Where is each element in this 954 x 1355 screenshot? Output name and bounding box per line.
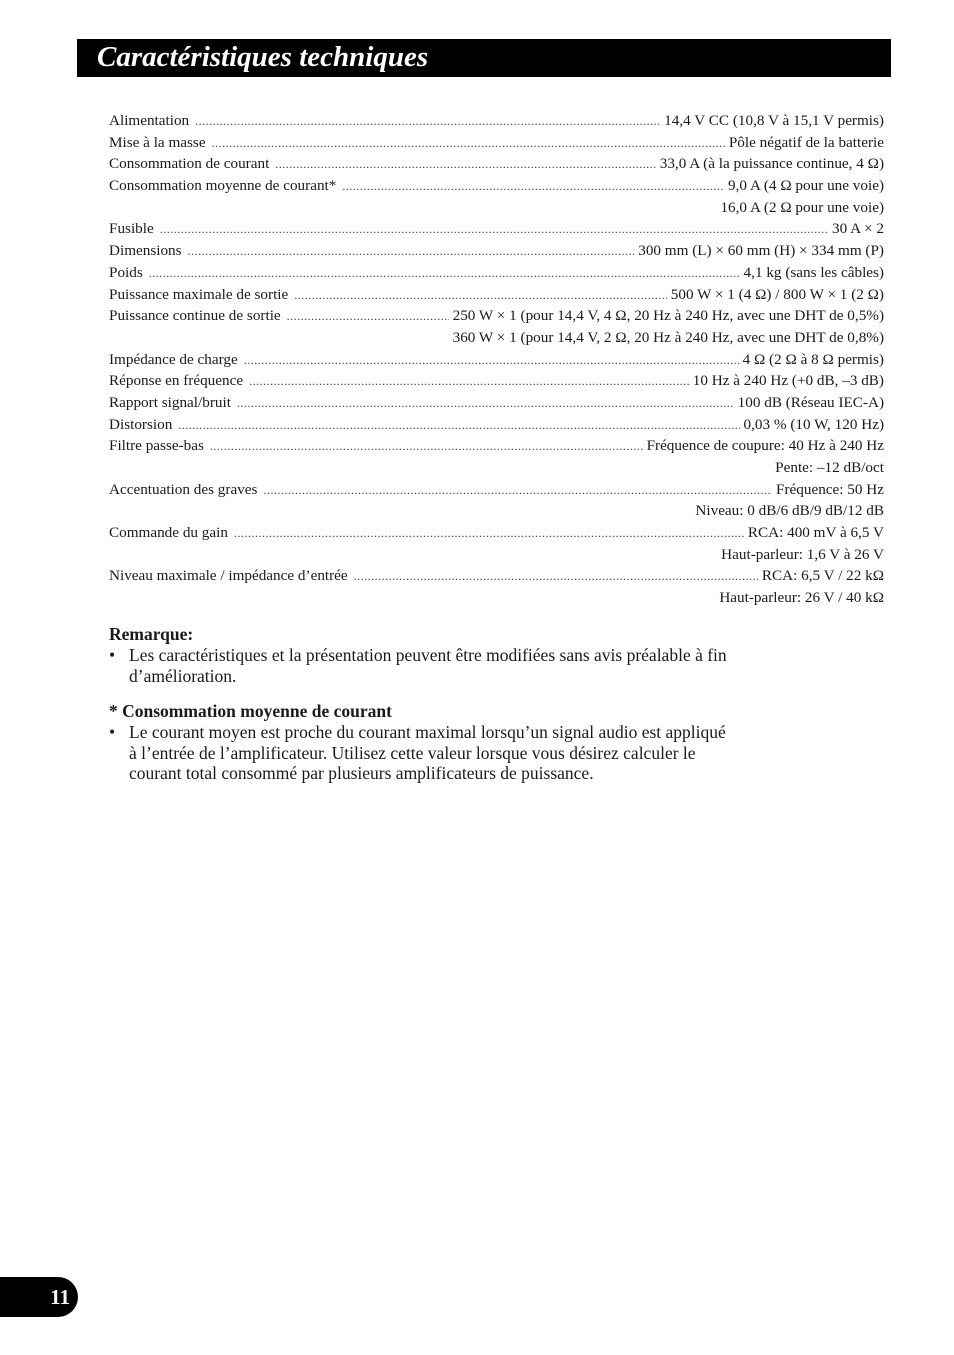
spec-label: Accentuation des graves [109,480,258,498]
bullet-marker: • [109,645,116,665]
spec-row [109,351,884,373]
dot-leader [234,526,744,541]
spec-row [109,286,884,308]
footnote-item [109,722,729,784]
spec-label: Consommation de courant [109,155,270,173]
page-number: 11 [50,1285,70,1309]
spec-row [109,220,884,242]
dot-leader [275,157,655,172]
spec-value: Fréquence de coupure: 40 Hz à 240 Hz [646,437,884,455]
spec-value: 14,4 V CC (10,8 V à 15,1 V permis) [664,112,884,129]
spec-row [109,242,884,264]
spec-row [109,437,884,459]
spec-label: Alimentation [109,112,190,129]
spec-row [109,155,884,177]
spec-label: Puissance continue de sortie [109,307,281,325]
spec-label: Filtre passe-bas [109,437,204,455]
dot-leader [210,439,643,454]
spec-value: 100 dB (Réseau IEC-A) [737,393,884,411]
spec-label: Rapport signal/bruit [109,393,231,411]
spec-row [109,112,884,134]
spec-row [109,502,884,524]
footnote-text: Le courant moyen est proche du courant maximal lorsqu’un signal audio est appliqué à l’entrée de l’amplificateur. Utilisez cette valeur lorsque vous désirez calculer le courant total consommé par plusieurs amplificateurs de puissance. [129,722,726,783]
spec-label: Mise à la masse [109,133,206,151]
spec-row [109,481,884,503]
spec-value: Haut-parleur: 1,6 V à 26 V [721,545,884,563]
spec-row [109,524,884,546]
spec-value: 300 mm (L) × 60 mm (H) × 334 mm (P) [638,242,884,260]
dot-leader [212,136,725,151]
spec-label: Dimensions [109,242,182,260]
dot-leader [160,222,828,237]
dot-leader [149,266,740,281]
dot-leader [195,114,660,129]
bullet-marker: • [109,722,116,742]
spec-value: 9,0 A (4 Ω pour une voie) [728,177,884,195]
footnote-heading: * Consommation moyenne de courant [109,701,392,721]
spec-row [109,264,884,286]
spec-value: Fréquence: 50 Hz [776,480,884,498]
spec-value: 16,0 A (2 Ω pour une voie) [720,198,884,216]
dot-leader [287,309,449,324]
spec-label: Consommation moyenne de courant* [109,177,337,195]
section-title-bar [77,39,891,77]
spec-label: Puissance maximale de sortie [109,285,289,303]
spec-row [109,416,884,438]
spec-value: 360 W × 1 (pour 14,4 V, 2 Ω, 20 Hz à 240 Hz, avec une DHT de 0,8%) [452,328,884,346]
spec-value: Haut-parleur: 26 V / 40 kΩ [719,589,884,607]
spec-row [109,307,884,329]
spec-value: 4 Ω (2 Ω à 8 Ω permis) [742,350,884,368]
spec-value: 4,1 kg (sans les câbles) [743,263,884,281]
spec-label: Niveau maximale / impédance d’entrée [109,567,348,585]
spec-table [109,112,884,611]
dot-leader [342,179,724,194]
spec-label: Fusible [109,220,154,238]
dot-leader [188,244,635,259]
dot-leader [178,418,739,433]
remark-item [109,645,749,686]
page-title: Caractéristiques techniques [97,41,429,73]
dot-leader [294,288,667,303]
spec-value: 10 Hz à 240 Hz (+0 dB, –3 dB) [692,372,884,390]
spec-row [109,177,884,199]
spec-value: Pente: –12 dB/oct [775,459,884,476]
spec-row [109,567,884,589]
spec-label: Impédance de charge [109,350,238,368]
spec-value: 30 A × 2 [831,220,884,238]
spec-value: 250 W × 1 (pour 14,4 V, 4 Ω, 20 Hz à 240 Hz, avec une DHT de 0,5%) [452,307,884,325]
spec-row [109,394,884,416]
dot-leader [237,396,734,411]
spec-row [109,134,884,156]
spec-row [109,459,884,481]
spec-value: 0,03 % (10 W, 120 Hz) [743,415,884,433]
spec-label: Poids [109,263,143,281]
spec-row [109,546,884,568]
spec-value: RCA: 400 mV à 6,5 V [747,524,884,542]
spec-row [109,199,884,221]
spec-row [109,372,884,394]
dot-leader [244,353,739,368]
spec-value: Niveau: 0 dB/6 dB/9 dB/12 dB [695,502,884,520]
spec-label: Commande du gain [109,524,228,542]
page-number-tab [0,1277,78,1317]
dot-leader [263,483,772,498]
spec-value: RCA: 6,5 V / 22 kΩ [761,567,884,585]
spec-value: 500 W × 1 (4 Ω) / 800 W × 1 (2 Ω) [670,285,884,303]
spec-label: Réponse en fréquence [109,372,244,390]
remark-text: Les caractéristiques et la présentation peuvent être modifiées sans avis préalable à fin d’amélioration. [129,645,727,686]
spec-label: Distorsion [109,415,173,433]
spec-value: Pôle négatif de la batterie [728,133,884,151]
dot-leader [354,569,758,584]
spec-value: 33,0 A (à la puissance continue, 4 Ω) [659,155,884,173]
dot-leader [249,374,689,389]
spec-row [109,589,884,611]
remark-heading: Remarque: [109,624,194,644]
spec-row [109,329,884,351]
